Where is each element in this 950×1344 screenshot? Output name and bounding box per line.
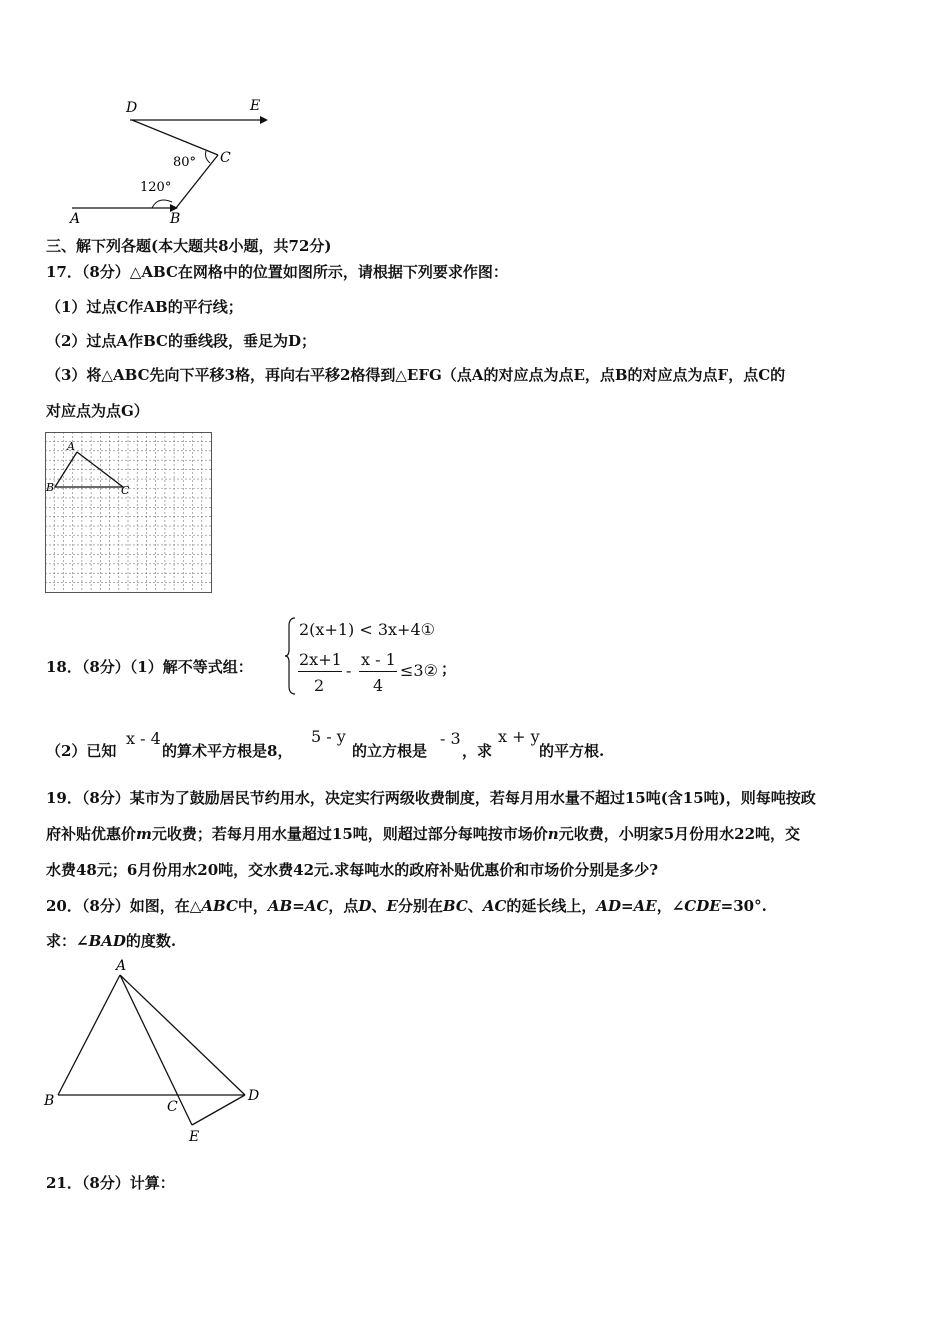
arc-c <box>206 151 211 163</box>
grid-lines <box>45 432 212 593</box>
q19-line2: 府补贴优惠价m元收费；若每月用水量超过15吨，则超过部分每吨按市场价n元收费，小明家5月份用水22吨，交 <box>46 825 801 843</box>
inequality-2-tail: ≤3② <box>400 661 438 680</box>
minus-sign: - <box>346 661 352 680</box>
expr-x-plus-y: x + y <box>498 727 540 746</box>
seg-ad <box>120 975 245 1095</box>
fig-label-e: E <box>189 1129 200 1145</box>
q18-part2-c: 的立方根是 <box>352 742 428 760</box>
seg-de <box>192 1095 245 1125</box>
grid-label-b: B <box>46 481 55 494</box>
figure-parallel-lines <box>60 92 280 227</box>
angle-c-value: 80° <box>173 155 197 170</box>
q18-part2-b: 的算术平方根是8， <box>162 742 293 760</box>
angle-b-value: 120° <box>140 180 172 195</box>
label-b: B <box>170 211 181 227</box>
q17-part1: （1）过点C作AB的平行线； <box>46 298 243 316</box>
fig-label-a: A <box>116 958 127 974</box>
arrow-e <box>260 116 268 124</box>
q18-stem: 18．（8分）（1）解不等式组： <box>46 658 253 676</box>
expr-neg3: - 3 <box>440 729 461 748</box>
frac1-den: 2 <box>314 676 325 695</box>
q18-part2-a: （2）已知 <box>46 742 117 760</box>
expr-x-minus-4: x - 4 <box>126 729 161 748</box>
grid-label-a: A <box>67 440 75 453</box>
q18-end: ； <box>441 660 457 678</box>
q17-part2: （2）过点A作BC的垂线段，垂足为D； <box>46 332 316 350</box>
frac1-bar <box>298 671 342 672</box>
triangle-figure <box>40 955 270 1150</box>
brace <box>283 616 297 696</box>
inequality-1: 2(x+1) < 3x+4① <box>299 620 435 639</box>
fig-label-c: C <box>167 1099 178 1115</box>
label-a: A <box>70 211 81 227</box>
q17-stem: 17．（8分）△ABC在网格中的位置如图所示，请根据下列要求作图： <box>46 263 508 281</box>
q18-part2-e: 的平方根. <box>539 742 605 760</box>
q17-part3-line2: 对应点为点G） <box>46 402 149 420</box>
grid-label-c: C <box>121 484 130 497</box>
expr-5-minus-y: 5 - y <box>311 727 346 746</box>
fig-label-b: B <box>44 1093 55 1109</box>
q20-stem: 20．（8分）如图，在△ABC中，AB=AC，点D、E分别在BC、AC的延长线上，AD=AE，∠CDE=30°. <box>46 897 767 915</box>
frac2-bar <box>359 671 397 672</box>
line-dc <box>132 120 218 155</box>
frac1-num: 2x+1 <box>299 650 342 669</box>
label-d: D <box>126 100 138 116</box>
q18-part2-d: ，求 <box>462 742 493 760</box>
label-e: E <box>250 98 261 114</box>
frac2-num: x - 1 <box>361 650 396 669</box>
q17-part3-line1: （3）将△ABC先向下平移3格，再向右平移2格得到△EFG（点A的对应点为点E，点B的对应点为点F，点C的 <box>46 366 786 384</box>
grid-figure <box>45 432 213 594</box>
q19-line3: 水费48元；6月份用水20吨，交水费42元.求每吨水的政府补贴优惠价和市场价分别是多少? <box>46 861 659 879</box>
section-heading: 三、解下列各题(本大题共8小题，共72分) <box>46 237 332 255</box>
q20-ask: 求：∠BAD的度数. <box>46 932 177 950</box>
frac2-den: 4 <box>373 676 384 695</box>
seg-ab <box>58 975 120 1095</box>
fig-label-d: D <box>248 1088 260 1104</box>
arc-b <box>152 200 172 208</box>
label-c: C <box>220 150 231 166</box>
q21-stem: 21．（8分）计算： <box>46 1174 175 1192</box>
seg-ae <box>120 975 192 1125</box>
q19-line1: 19．（8分）某市为了鼓励居民节约用水，决定实行两级收费制度，若每月用水量不超过15吨(含15吨)，则每吨按政 <box>46 789 816 807</box>
